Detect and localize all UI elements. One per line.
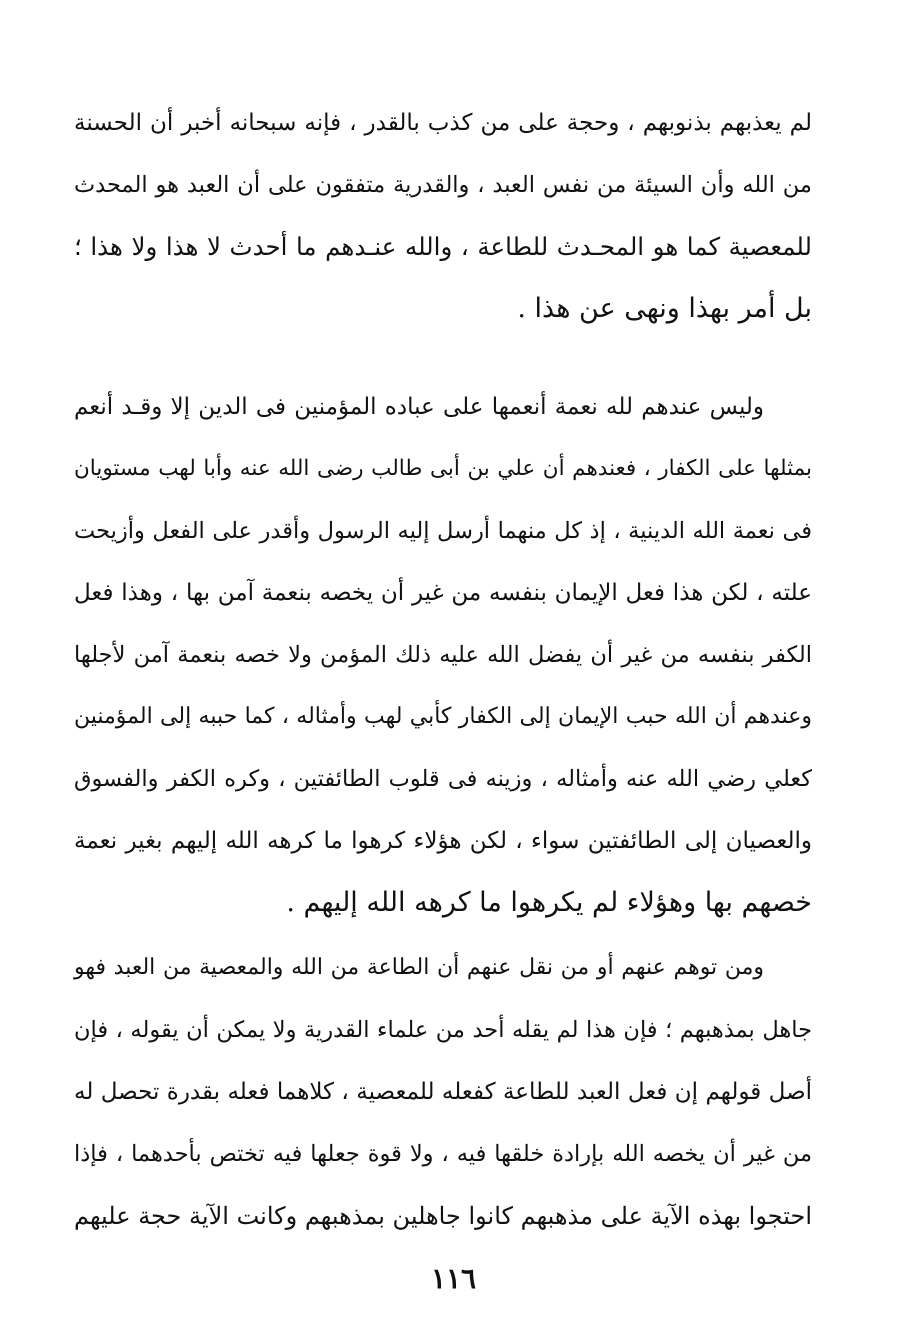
paragraph-3 <box>74 937 812 1247</box>
text-line: فى نعمة الله الدينية ، إذ كل منهما أرسل إليه الرسول وأقدر على الفعل وأزيحت <box>74 518 812 544</box>
text-line: من غير أن يخصه الله بإرادة خلقها فيه ، ولا قوة جعلها فيه تختص بأحدهما ، فإذا <box>74 1141 812 1167</box>
text-line: احتجوا بهذه الآية على مذهبهم كانوا جاهلين بمذهبهم وكانت الآية حجة عليهم <box>74 1202 812 1230</box>
text-line: من الله وأن السيئة من نفس العبد ، والقدرية متفقون على أن العبد هو المحدث <box>74 172 812 198</box>
text-line: خصهم بها وهؤلاء لم يكرهوا ما كرهه الله إليهم . <box>286 887 812 918</box>
text-line: لم يعذبهم بذنوبهم ، وحجة على من كذب بالقدر ، فإنه سبحانه أخبر أن الحسنة <box>74 110 812 136</box>
text-line: بمثلها على الكفار ، فعندهم أن علي بن أبى طالب رضى الله عنه وأبا لهب مستويان <box>74 456 812 481</box>
text-line: كعلي رضي الله عنه وأمثاله ، وزينه فى قلوب الطائفتين ، وكره الكفر والفسوق <box>74 766 812 792</box>
text-line: أصل قولهم إن فعل العبد للطاعة كفعله للمعصية ، كلاهما فعله بقدرة تحصل له <box>74 1079 812 1105</box>
text-line: وعندهم أن الله حبب الإيمان إلى الكفار كأبي لهب وأمثاله ، كما حببه إلى المؤمنين <box>74 704 812 729</box>
paragraph-1 <box>74 92 812 340</box>
paragraph-2 <box>74 376 812 934</box>
text-line: والعصيان إلى الطائفتين سواء ، لكن هؤلاء كرهوا ما كرهه الله إليهم بغير نعمة <box>74 828 812 854</box>
text-line: علته ، لكن هذا فعل الإيمان بنفسه من غير أن يخصه بنعمة آمن بها ، وهذا فعل <box>74 580 812 606</box>
text-line: بل أمر بهذا ونهى عن هذا . <box>517 293 812 324</box>
text-line: ومن توهم عنهم أو من نقل عنهم أن الطاعة من الله والمعصية من العبد فهو <box>74 955 764 980</box>
page-number: ١١٦ <box>430 1262 477 1295</box>
text-line: للمعصية كما هو المحـدث للطاعة ، والله عنـدهم ما أحدث لا هذا ولا هذا ؛ <box>74 232 812 261</box>
text-line: وليس عندهم لله نعمة أنعمها على عباده المؤمنين فى الدين إلا وقـد أنعم <box>74 394 764 420</box>
text-line: الكفر بنفسه من غير أن يفضل الله عليه ذلك المؤمن ولا خصه بنعمة آمن لأجلها <box>74 642 812 668</box>
text-line: جاهل بمذهبهم ؛ فإن هذا لم يقله أحد من علماء القدرية ولا يمكن أن يقوله ، فإن <box>74 1017 812 1043</box>
